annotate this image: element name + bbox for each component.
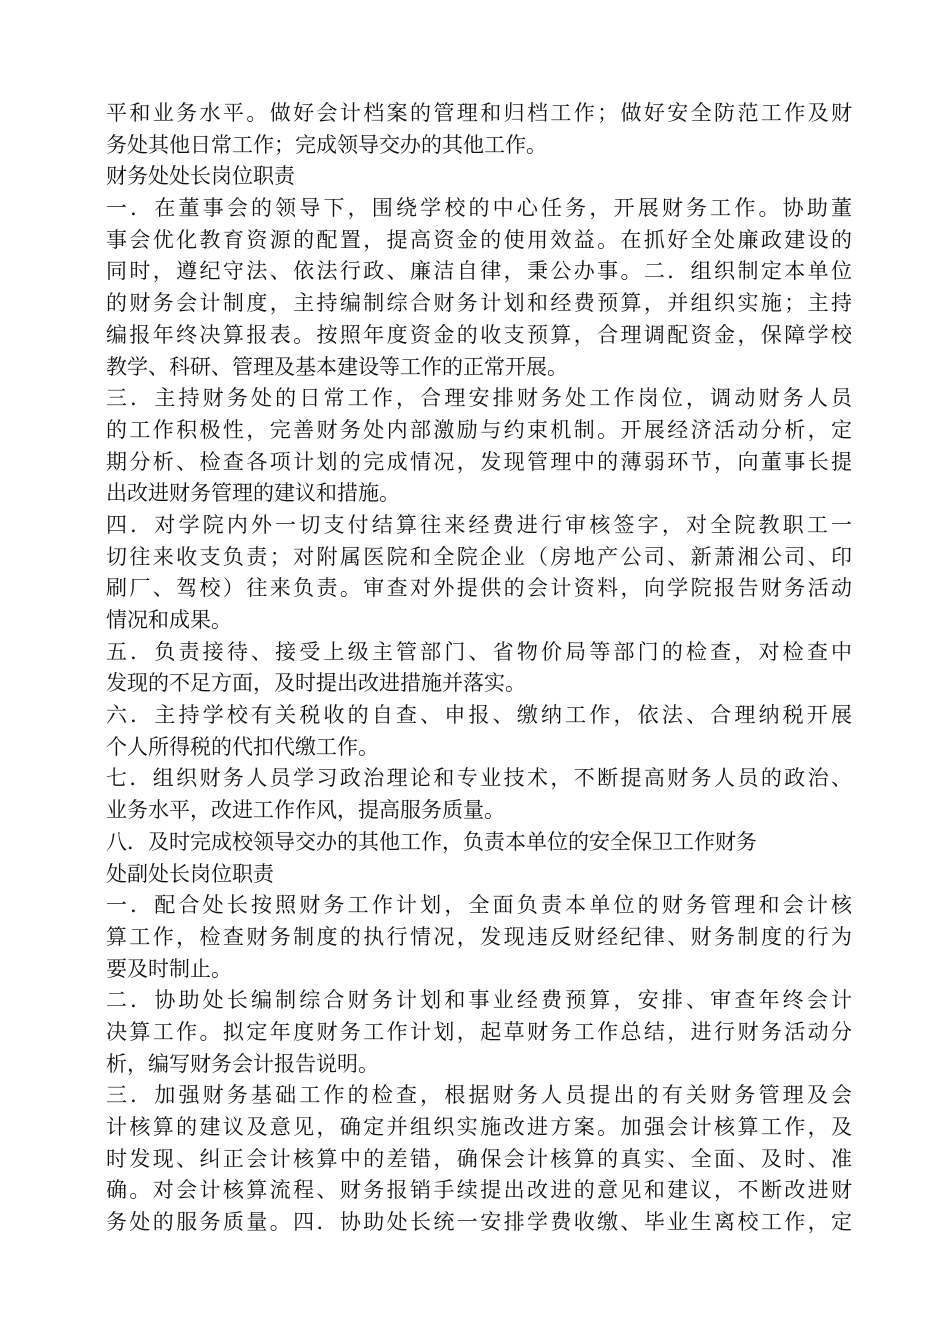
text-line: 同时，遵纪守法、依法行政、廉洁自律，秉公办事。二．组织制定本单位 — [106, 259, 852, 284]
text-line: 的工作积极性，完善财务处内部激励与约束机制。开展经济活动分析，定 — [106, 417, 852, 442]
text-line: 编报年终决算报表。按照年度资金的收支预算，合理调配资金，保障学校 — [106, 322, 852, 347]
text-line: 一．在董事会的领导下，围绕学校的中心任务，开展财务工作。协助董 — [106, 196, 852, 221]
text-line: 的财务会计制度，主持编制综合财务计划和经费预算，并组织实施；主持 — [106, 291, 852, 316]
text-line: 出改进财务管理的建议和措施。 — [106, 481, 400, 506]
text-line: 时发现、纠正会计核算中的差错，确保会计核算的真实、全面、及时、准 — [106, 1146, 852, 1171]
section-heading: 处副处长岗位职责 — [106, 861, 274, 886]
text-line: 决算工作。拟定年度财务工作计划，起草财务工作总结，进行财务活动分 — [106, 1019, 852, 1044]
text-line: 六．主持学校有关税收的自查、申报、缴纳工作，依法、合理纳税开展 — [106, 703, 852, 728]
text-line: 一．配合处长按照财务工作计划，全面负责本单位的财务管理和会计核 — [106, 893, 852, 918]
text-line: 三．加强财务基础工作的检查，根据财务人员提出的有关财务管理及会 — [106, 1083, 852, 1108]
text-line: 三．主持财务处的日常工作，合理安排财务处工作岗位，调动财务人员 — [106, 386, 852, 411]
text-line: 算工作，检查财务制度的执行情况，发现违反财经纪律、财务制度的行为 — [106, 924, 852, 949]
text-line: 刷厂、驾校）往来负责。审查对外提供的会计资料，向学院报告财务活动 — [106, 576, 852, 601]
text-line: 教学、科研、管理及基本建设等工作的正常开展。 — [106, 354, 568, 379]
text-line: 个人所得税的代扣代缴工作。 — [106, 734, 379, 759]
text-line: 四．对学院内外一切支付结算往来经费进行审核签字，对全院教职工一 — [106, 512, 852, 537]
text-line: 五．负责接待、接受上级主管部门、省物价局等部门的检查，对检查中 — [106, 639, 852, 664]
text-line: 要及时制止。 — [106, 956, 232, 981]
section-heading: 财务处处长岗位职责 — [106, 164, 295, 189]
text-line: 八．及时完成校领导交办的其他工作，负责本单位的安全保卫工作财务 — [106, 829, 757, 854]
text-line: 期分析、检查各项计划的完成情况，发现管理中的薄弱环节，向董事长提 — [106, 449, 852, 474]
text-line: 二．协助处长编制综合财务计划和事业经费预算，安排、审查年终会计 — [106, 988, 852, 1013]
text-line: 业务水平，改进工作作风，提高服务质量。 — [106, 798, 505, 823]
text-line: 务处其他日常工作；完成领导交办的其他工作。 — [106, 132, 547, 157]
text-line: 七．组织财务人员学习政治理论和专业技术，不断提高财务人员的政治、 — [106, 766, 852, 791]
text-line: 确。对会计核算流程、财务报销手续提出改进的意见和建议，不断改进财 — [106, 1178, 852, 1203]
text-line: 计核算的建议及意见，确定并组织实施改进方案。加强会计核算工作，及 — [106, 1115, 852, 1139]
document-body — [106, 98, 852, 1239]
text-line: 情况和成果。 — [106, 608, 232, 632]
text-line: 务处的服务质量。四．协助处长统一安排学费收缴、毕业生离校工作，定 — [106, 1210, 852, 1235]
text-line: 事会优化教育资源的配置，提高资金的使用效益。在抓好全处廉政建设的 — [106, 227, 852, 252]
text-line: 平和业务水平。做好会计档案的管理和归档工作；做好安全防范工作及财 — [106, 101, 852, 125]
text-line: 发现的不足方面，及时提出改进措施并落实。 — [106, 671, 526, 696]
text-line: 切往来收支负责；对附属医院和全院企业（房地产公司、新萧湘公司、印 — [106, 544, 852, 569]
text-line: 析，编写财务会计报告说明。 — [106, 1051, 379, 1076]
